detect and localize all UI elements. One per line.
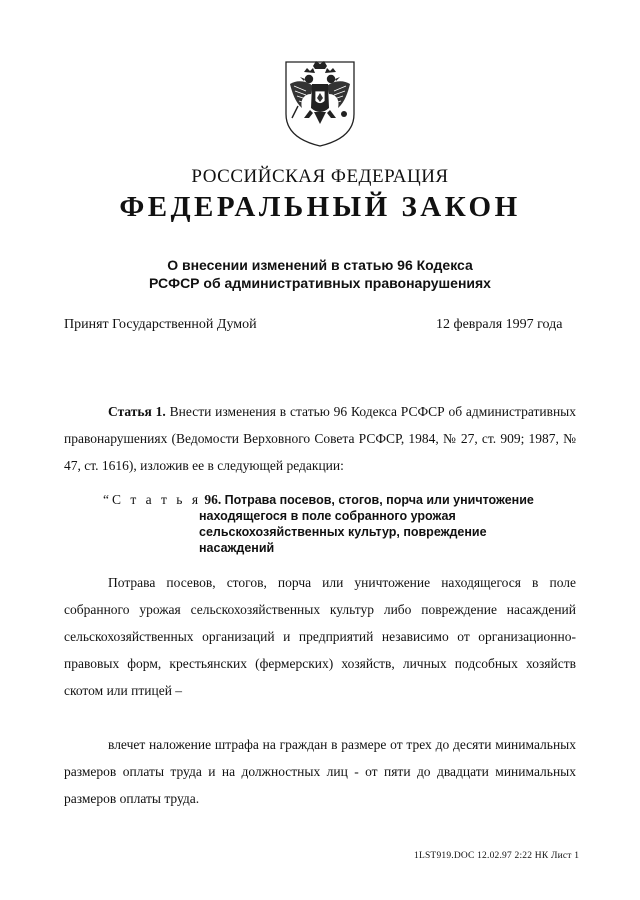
article-96-heading-line-3: сельскохозяйственных культур, повреждение [199,525,487,539]
law-type-heading: ФЕДЕРАЛЬНЫЙ ЗАКОН [119,191,521,223]
adoption-date: 12 февраля 1997 года [436,317,563,332]
article-96-number: 96. [204,492,222,507]
article-96-heading-line-4: насаждений [199,541,275,555]
article-96-heading-line-1: Потрава посевов, стогов, порча или уничтожение [224,493,534,507]
article-96-label: “С т а т ь я [103,492,202,507]
article-1-label: Статья 1. [108,404,166,419]
law-title-line-1: О внесении изменений в статью 96 Кодекса [167,257,473,273]
law-title [0,256,640,292]
country-name: РОССИЙСКАЯ ФЕДЕРАЦИЯ [191,166,449,187]
law-title-line-2: РСФСР об административных правонарушениях [149,275,491,291]
adopted-by: Принят Государственной Думой [64,317,257,332]
article-96-paragraph-2: влечет наложение штрафа на граждан в размере от трех до десяти минимальных размеров оплаты труда и на должностных лиц - от пяти до двадцати минимальных размеров оплаты труда. [64,737,576,806]
article-1-text: Внести изменения в статью 96 Кодекса РСФСР об административных правонарушениях (Ведомости Верховного Совета РСФСР, 1984, № 27, ст. 909; 1987, № 47, ст. 1616), изложив ее в следующей редакции: [64,404,577,473]
article-1-paragraph [64,398,576,479]
article-96-heading [103,492,563,556]
article-96-paragraph-1: Потрава посевов, стогов, порча или уничтожение находящегося в поле собранного урожая сельскохозяйственных культур либо повреждение насаждений сельскохозяйственных организаций и предприятий независимо от организационно-правовых форм, крестьянских (фермерских) хозяйств, личных подсобных хозяйств скотом или птицей – [64,575,576,698]
article-96-heading-line-2: находящегося в поле собранного урожая [199,509,456,523]
coat-of-arms-icon [282,58,358,150]
page-footer: 1LST919.DOC 12.02.97 2:22 НК Лист 1 [414,851,580,861]
